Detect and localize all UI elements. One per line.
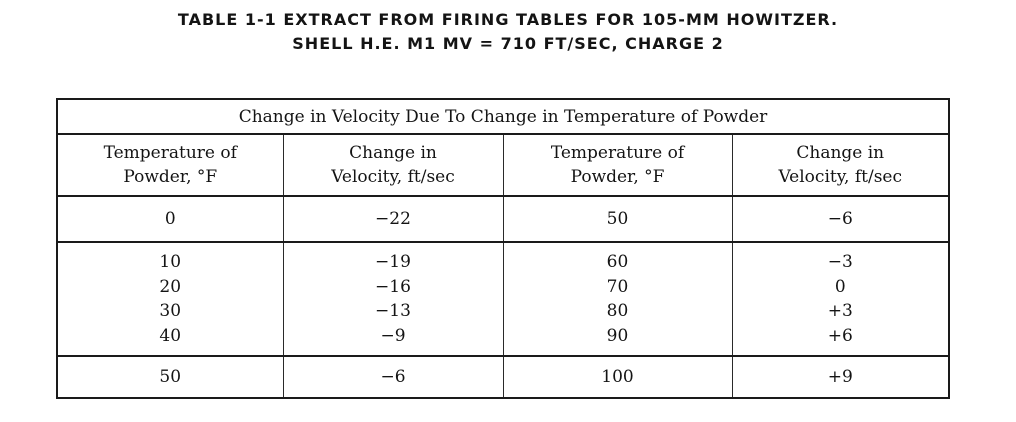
cell-left-change: −6 [283,356,503,398]
header-velocity-right: Change in Velocity, ft/sec [732,134,949,196]
header-row [57,134,949,196]
firing-table [56,98,950,399]
title-line-1: TABLE 1-1 EXTRACT FROM FIRING TABLES FOR 105-MM HOWITZER. [177,10,839,29]
cell-right-temp: 60 70 80 90 [503,242,732,356]
cell-right-change: −3 0 +3 +6 [732,242,949,356]
cell-left-change: −19 −16 −13 −9 [283,242,503,356]
cell-left-temp: 50 [57,356,283,398]
cell-right-temp: 100 [503,356,732,398]
cell-left-temp: 0 [57,196,283,242]
cell-left-temp: 10 20 30 40 [57,242,283,356]
table-title [0,8,1016,56]
table-row [57,356,949,398]
header-temperature-left: Temperature of Powder, °F [57,134,283,196]
header-temperature-right: Temperature of Powder, °F [503,134,732,196]
cell-right-temp: 50 [503,196,732,242]
title-line-2: SHELL H.E. M1 MV = 710 FT/SEC, CHARGE 2 [292,34,724,53]
cell-right-change: −6 [732,196,949,242]
table-caption: Change in Velocity Due To Change in Temperature of Powder [57,99,949,134]
cell-right-change: +9 [827,366,853,387]
cell-left-change: −22 [283,196,503,242]
header-velocity-left: Change in Velocity, ft/sec [283,134,503,196]
table-row [57,196,949,242]
table-row [57,242,949,356]
